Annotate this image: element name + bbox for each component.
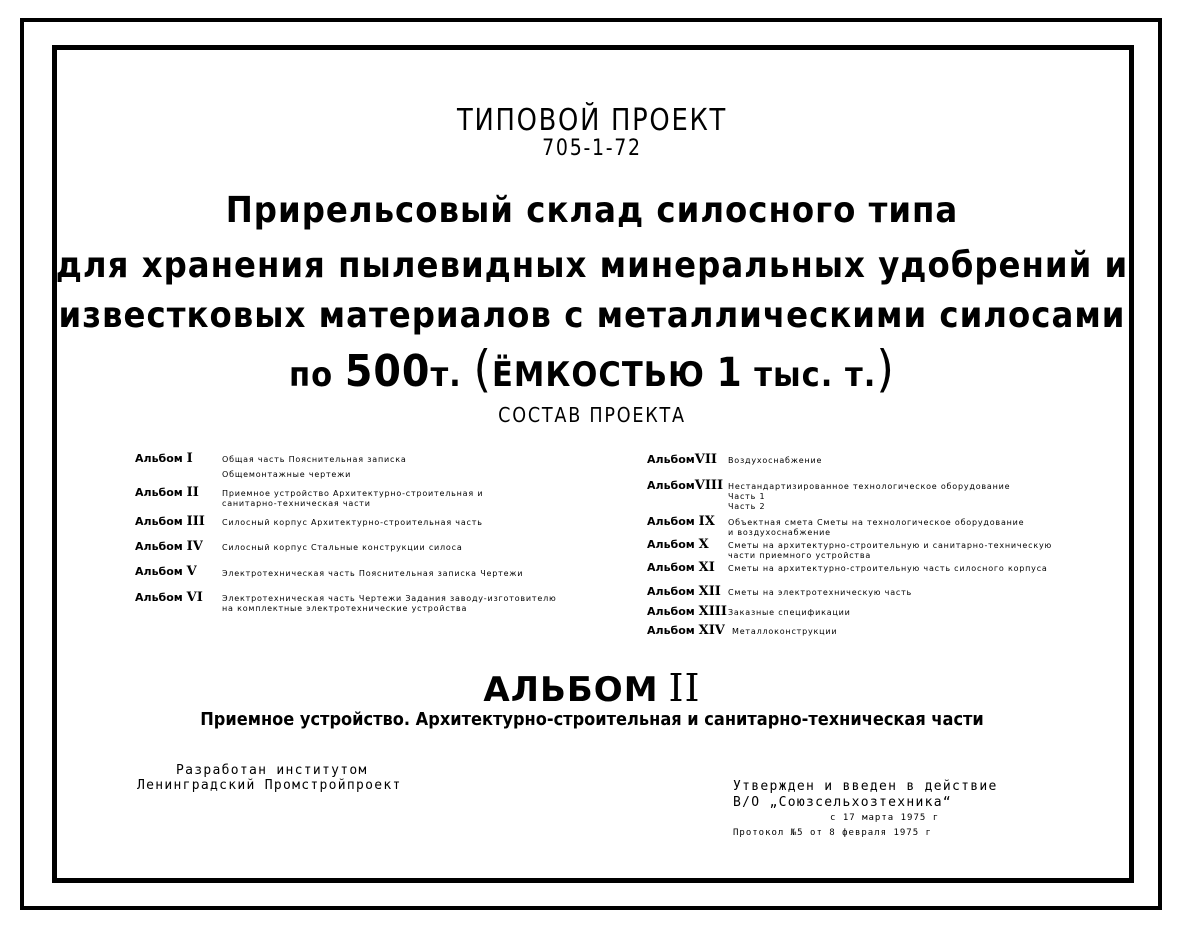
album-word: Альбом: [135, 591, 183, 604]
title-line4-open: (: [473, 340, 493, 398]
album-word: Альбом: [647, 585, 695, 598]
project-label: ТИПОВОЙ ПРОЕКТ: [456, 103, 727, 138]
approval-line-1: Утвержден и введен в действие: [733, 779, 998, 794]
title-line4-num: 500: [344, 346, 431, 397]
composition-heading: СОСТАВ ПРОЕКТА: [498, 403, 686, 427]
album-desc-3: [222, 518, 483, 528]
album-roman: XIII: [698, 604, 727, 619]
album-desc-line: Сметы на архитектурно-строительную часть силосного корпуса: [728, 564, 1048, 573]
album-word: Альбом: [647, 561, 695, 574]
title-line4-tys: тыс. т.: [754, 355, 877, 395]
album-desc-7: [728, 456, 822, 466]
album-word: Альбом: [135, 515, 183, 528]
album-roman: V: [186, 564, 197, 579]
album-word: Альбом: [647, 453, 695, 466]
album-label-13: [647, 604, 727, 619]
album-desc-2: [222, 489, 483, 509]
album-label-10: [647, 537, 709, 552]
album-title-word: АЛЬБОМ: [483, 670, 659, 710]
album-label-6: [135, 590, 203, 605]
title-line-1: Прирельсовый склад силосного типа: [225, 190, 959, 231]
album-roman: X: [698, 537, 709, 552]
album-label-2: [135, 485, 199, 500]
album-label-5: [135, 564, 197, 579]
album-desc-12: [728, 588, 912, 598]
album-roman: IX: [698, 514, 715, 529]
album-label-14: [647, 623, 725, 638]
approval-line-2: В/О „Союзсельхозтехника“: [733, 795, 953, 810]
album-desc-line: Электротехническая часть Пояснительная записка Чертежи: [222, 569, 524, 578]
album-word: Альбом: [647, 605, 695, 618]
album-desc-4: [222, 543, 463, 553]
album-word: Альбом: [647, 624, 695, 637]
album-desc-line: Заказные спецификации: [728, 608, 851, 617]
album-roman: IV: [186, 539, 203, 554]
approval-line-4: Протокол №5 от 8 февраля 1975 г: [733, 828, 932, 838]
album-desc-8: [728, 482, 1010, 512]
album-desc-5: [222, 569, 523, 579]
album-label-11: [647, 560, 715, 575]
album-label-7: [647, 452, 717, 467]
inner-frame: [52, 45, 1134, 883]
approval-line-3: с 17 марта 1975 г: [830, 813, 940, 823]
album-word: Альбом: [135, 486, 183, 499]
album-word: Альбом: [647, 479, 695, 492]
album-title: [0, 666, 1184, 710]
album-label-8: [647, 478, 723, 493]
album-word: Альбом: [647, 538, 695, 551]
album-desc-9: [728, 518, 1024, 538]
album-roman: XIV: [698, 623, 725, 638]
album-desc-line: Электротехническая часть Чертежи Задания заводу-изготовителю: [222, 594, 557, 603]
album-desc-line: Часть 2: [728, 502, 766, 511]
album-word: Альбом: [135, 540, 183, 553]
album-title-roman: II: [668, 666, 701, 710]
developer-line-1: Разработан институтом: [176, 763, 368, 778]
album-label-12: [647, 584, 721, 599]
album-desc-line: Сметы на электротехническую часть: [728, 588, 913, 597]
album-roman: VII: [694, 452, 718, 467]
album-desc-line: Приемное устройство Архитектурно-строительная и: [222, 489, 484, 498]
album-roman: VIII: [694, 478, 724, 493]
album-label-1: [135, 451, 193, 466]
album-label-3: [135, 514, 205, 529]
album-word: Альбом: [647, 515, 695, 528]
album-desc-6: [222, 594, 557, 614]
album-desc-14: [732, 627, 837, 637]
title-line4-pre: по: [289, 355, 334, 395]
album-desc-13: [728, 608, 851, 618]
album-desc-line: Металлоконструкции: [732, 627, 838, 636]
album-desc-line: санитарно-техническая части: [222, 499, 371, 508]
title-line4-cap: ЁМКОСТЬЮ: [492, 355, 705, 395]
album-roman: III: [186, 514, 205, 529]
title-line-4: [0, 340, 1184, 398]
album-desc-line: Силосный корпус Архитектурно-строительная часть: [222, 518, 483, 527]
album-word: Альбом: [135, 565, 183, 578]
title-line-3: известковых материалов с металлическими силосами: [58, 295, 1126, 336]
developer-line-2: Ленинградский Промстройпроект: [137, 778, 402, 793]
album-roman: I: [186, 451, 193, 466]
album-word: Альбом: [135, 452, 183, 465]
album-desc-line: на комплектные электротехнические устройства: [222, 604, 468, 613]
album-subtitle: Приемное устройство. Архитектурно-строительная и санитарно-техническая части: [200, 709, 984, 730]
album-desc-line: Общая часть Пояснительная записка: [222, 455, 407, 464]
album-desc-line: части приемного устройства: [728, 551, 872, 560]
album-desc-line: и воздухоснабжение: [728, 528, 831, 537]
album-desc-line: Сметы на архитектурно-строительную и санитарно-техническую: [728, 541, 1053, 550]
project-number: 705-1-72: [542, 136, 642, 161]
album-roman: VI: [186, 590, 203, 605]
title-line4-t: т.: [430, 355, 462, 395]
album-desc-line: Нестандартизированное технологическое оборудование: [728, 482, 1011, 491]
album-roman: II: [186, 485, 199, 500]
album-desc-line: Часть 1: [728, 492, 766, 501]
title-line4-close: ): [876, 340, 895, 398]
album-desc-1: [222, 455, 407, 480]
album-roman: XI: [698, 560, 715, 575]
title-line-2: для хранения пылевидных минеральных удобрений и: [55, 245, 1129, 286]
album-desc-11: [728, 564, 1048, 574]
album-desc-line: Объектная смета Сметы на технологическое оборудование: [728, 518, 1025, 527]
album-label-4: [135, 539, 203, 554]
title-line4-one: 1: [716, 350, 743, 396]
album-label-9: [647, 514, 715, 529]
album-roman: XII: [698, 584, 721, 599]
album-desc-line: Воздухоснабжение: [728, 456, 823, 465]
album-desc-10: [728, 541, 1052, 561]
album-desc-line: Силосный корпус Стальные конструкции силоса: [222, 543, 463, 552]
album-desc-line: Общемонтажные чертежи: [222, 470, 352, 479]
